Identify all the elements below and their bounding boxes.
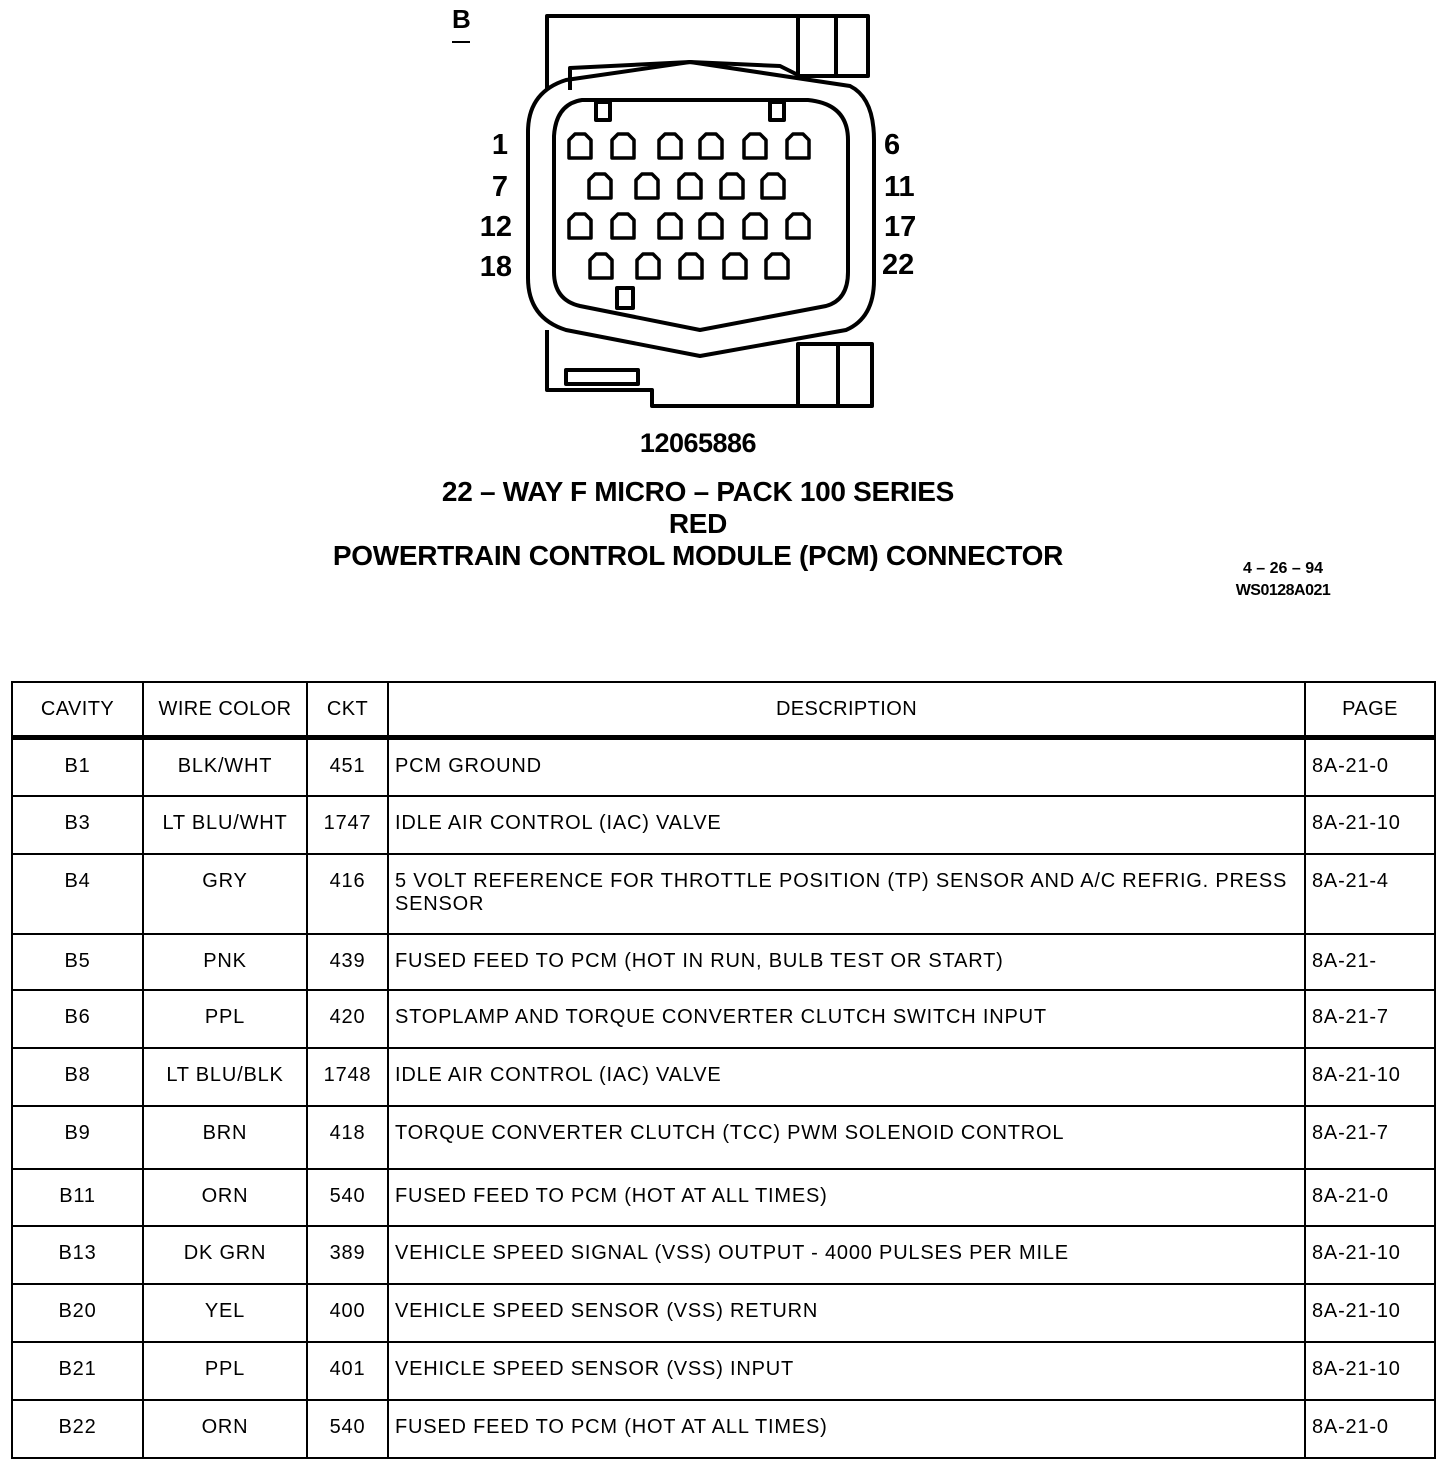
cell-ckt: 439	[307, 934, 388, 990]
cell-ckt: 401	[307, 1342, 388, 1400]
table-row	[12, 1106, 1435, 1169]
cell-page: 8A-21-0	[1305, 1400, 1435, 1458]
cell-ckt: 420	[307, 990, 388, 1048]
pin-cavity-6	[787, 134, 809, 158]
connector-diagram	[440, 0, 920, 420]
table-row	[12, 1400, 1435, 1458]
pin-cavity-11	[762, 174, 784, 198]
pin-cavity-10	[721, 174, 743, 198]
cell-page: 8A-21-10	[1305, 1342, 1435, 1400]
caption-line-2: RED	[668, 508, 728, 539]
bottom-slot	[566, 370, 638, 384]
part-number: 12065886	[639, 428, 757, 458]
table-row	[12, 1342, 1435, 1400]
cell-cavity: B6	[12, 990, 143, 1048]
pin-label-12: 12	[479, 211, 512, 243]
table-row	[12, 1284, 1435, 1342]
pin-cavity-19	[637, 254, 659, 278]
cell-ckt: 540	[307, 1400, 388, 1458]
cell-wire-color: GRY	[143, 854, 307, 934]
header-cavity: CAVITY	[12, 682, 143, 738]
pin-cavity-4	[700, 134, 722, 158]
pin-cavity-14	[659, 214, 681, 238]
pin-label-11: 11	[884, 171, 915, 203]
pin-cavity-3	[659, 134, 681, 158]
view-letter: B	[452, 4, 471, 34]
cell-ckt: 418	[307, 1106, 388, 1169]
cell-cavity: B13	[12, 1226, 143, 1284]
pin-cavity-1	[569, 134, 591, 158]
header-wire-color: WIRE COLOR	[143, 682, 307, 738]
top-latch	[798, 16, 868, 76]
pin-cavity-17	[787, 214, 809, 238]
cell-page: 8A-21-10	[1305, 1284, 1435, 1342]
pin-label-7: 7	[491, 171, 508, 203]
cell-ckt: 400	[307, 1284, 388, 1342]
cell-wire-color: ORN	[143, 1400, 307, 1458]
cell-page: 8A-21-7	[1305, 990, 1435, 1048]
cell-page: 8A-21-10	[1305, 1226, 1435, 1284]
drawing-date: 4 – 26 – 94	[1242, 560, 1324, 577]
cell-cavity: B8	[12, 1048, 143, 1106]
cell-page: 8A-21-	[1305, 934, 1435, 990]
header-description: DESCRIPTION	[388, 682, 1305, 738]
cell-ckt: 1748	[307, 1048, 388, 1106]
cell-cavity: B5	[12, 934, 143, 990]
cell-wire-color: LT BLU/WHT	[143, 796, 307, 854]
pin-label-18: 18	[479, 251, 512, 283]
cell-wire-color: YEL	[143, 1284, 307, 1342]
cell-ckt: 451	[307, 738, 388, 797]
table-row	[12, 1048, 1435, 1106]
key-top-right	[770, 102, 784, 120]
cell-ckt: 416	[307, 854, 388, 934]
pin-label-1: 1	[491, 129, 508, 161]
pin-cavity-9	[679, 174, 701, 198]
cell-page: 8A-21-7	[1305, 1106, 1435, 1169]
caption-line-1: 22 – WAY F MICRO – PACK 100 SERIES	[441, 476, 955, 507]
cell-page: 8A-21-0	[1305, 738, 1435, 797]
cell-wire-color: BLK/WHT	[143, 738, 307, 797]
table-row	[12, 934, 1435, 990]
cell-cavity: B20	[12, 1284, 143, 1342]
table-row	[12, 1169, 1435, 1226]
table-header-row	[12, 682, 1435, 738]
bottom-latch	[798, 344, 872, 406]
cell-wire-color: BRN	[143, 1106, 307, 1169]
cell-wire-color: PNK	[143, 934, 307, 990]
pin-cavity-20	[680, 254, 702, 278]
pin-cavity-15	[700, 214, 722, 238]
table-row	[12, 990, 1435, 1048]
table-row	[12, 796, 1435, 854]
cell-description: VEHICLE SPEED SENSOR (VSS) INPUT	[388, 1342, 1305, 1400]
cell-page: 8A-21-10	[1305, 1048, 1435, 1106]
cell-description: VEHICLE SPEED SIGNAL (VSS) OUTPUT - 4000 PULSES PER MILE	[388, 1226, 1305, 1284]
cell-description: TORQUE CONVERTER CLUTCH (TCC) PWM SOLENOID CONTROL	[388, 1106, 1305, 1169]
header-page: PAGE	[1305, 682, 1435, 738]
cell-description: FUSED FEED TO PCM (HOT IN RUN, BULB TEST OR START)	[388, 934, 1305, 990]
pin-cavity-16	[744, 214, 766, 238]
table-row	[12, 738, 1435, 797]
drawing-id: WS0128A021	[1235, 582, 1331, 599]
pin-cavity-22	[766, 254, 788, 278]
pin-cavity-2	[612, 134, 634, 158]
cell-description: FUSED FEED TO PCM (HOT AT ALL TIMES)	[388, 1169, 1305, 1226]
cell-page: 8A-21-10	[1305, 796, 1435, 854]
pin-label-22: 22	[882, 249, 915, 281]
cell-cavity: B9	[12, 1106, 143, 1169]
cell-ckt: 540	[307, 1169, 388, 1226]
connector-outer-shell	[528, 62, 874, 356]
pin-cavity-13	[612, 214, 634, 238]
cell-page: 8A-21-0	[1305, 1169, 1435, 1226]
pin-cavity-8	[636, 174, 658, 198]
cell-wire-color: ORN	[143, 1169, 307, 1226]
cell-description: IDLE AIR CONTROL (IAC) VALVE	[388, 1048, 1305, 1106]
pin-cavity-21	[724, 254, 746, 278]
cell-description: IDLE AIR CONTROL (IAC) VALVE	[388, 796, 1305, 854]
pin-label-17: 17	[884, 211, 917, 243]
pin-cavity-5	[744, 134, 766, 158]
cell-description: PCM GROUND	[388, 738, 1305, 797]
cell-ckt: 389	[307, 1226, 388, 1284]
cell-page: 8A-21-4	[1305, 854, 1435, 934]
header-ckt: CKT	[307, 682, 388, 738]
pin-cavity-18	[590, 254, 612, 278]
cell-description: VEHICLE SPEED SENSOR (VSS) RETURN	[388, 1284, 1305, 1342]
caption-line-3: POWERTRAIN CONTROL MODULE (PCM) CONNECTOR	[332, 540, 1064, 571]
pin-cavity-12	[569, 214, 591, 238]
cell-wire-color: PPL	[143, 1342, 307, 1400]
table-row	[12, 1226, 1435, 1284]
cell-cavity: B4	[12, 854, 143, 934]
key-bottom	[617, 288, 633, 308]
cell-description: STOPLAMP AND TORQUE CONVERTER CLUTCH SWITCH INPUT	[388, 990, 1305, 1048]
pin-group	[569, 134, 809, 278]
cell-description: FUSED FEED TO PCM (HOT AT ALL TIMES)	[388, 1400, 1305, 1458]
cell-wire-color: PPL	[143, 990, 307, 1048]
key-top-left	[596, 102, 610, 120]
cell-wire-color: DK GRN	[143, 1226, 307, 1284]
pin-cavity-7	[589, 174, 611, 198]
cell-cavity: B21	[12, 1342, 143, 1400]
pinout-table	[11, 681, 1436, 1459]
cell-cavity: B11	[12, 1169, 143, 1226]
cell-cavity: B22	[12, 1400, 143, 1458]
cell-cavity: B3	[12, 796, 143, 854]
pin-label-6: 6	[884, 129, 901, 161]
cell-wire-color: LT BLU/BLK	[143, 1048, 307, 1106]
table-row	[12, 854, 1435, 934]
cell-cavity: B1	[12, 738, 143, 797]
cell-description: 5 VOLT REFERENCE FOR THROTTLE POSITION (TP) SENSOR AND A/C REFRIG. PRESS SENSOR	[388, 854, 1305, 934]
cell-ckt: 1747	[307, 796, 388, 854]
